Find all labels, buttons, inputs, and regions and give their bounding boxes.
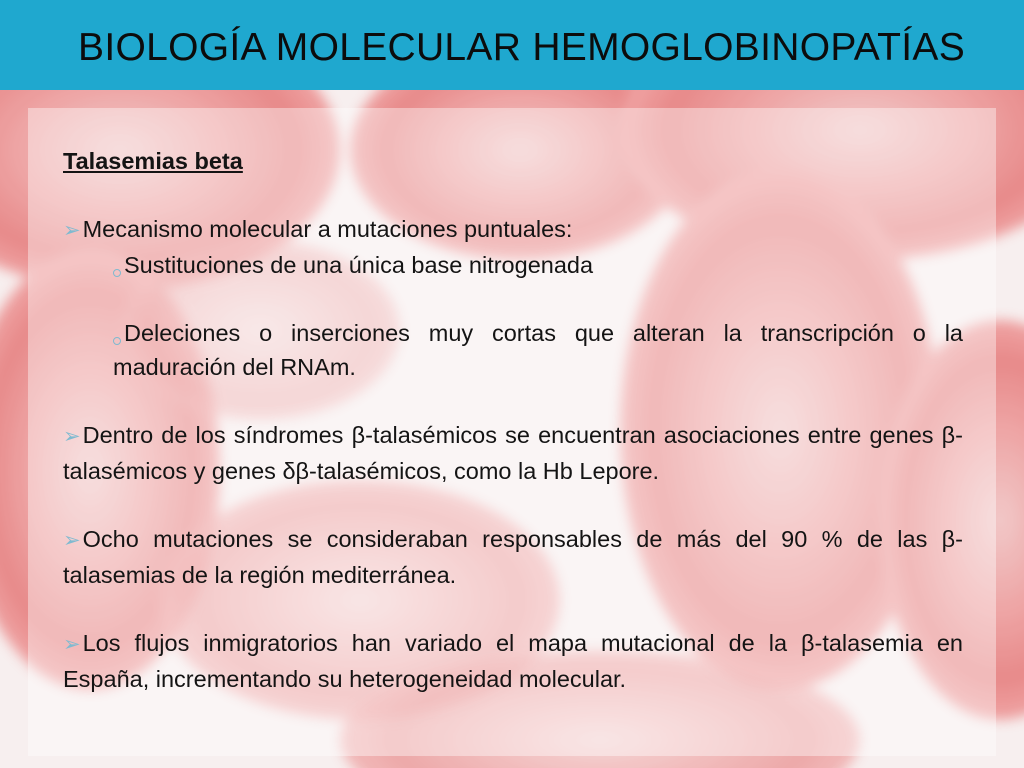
sub-bullet-text: Deleciones o inserciones muy cortas que alteran la transcripción o la maduración del RNAm. [113,320,963,380]
spacer [63,592,963,626]
arrow-right-icon: ➢ [63,529,81,552]
spacer [63,178,963,212]
spacer [63,384,963,418]
slide-content [63,144,963,696]
sub-bullet-item [113,316,963,384]
section-heading: Talasemias beta [63,148,243,174]
bullet-text: Los flujos inmigratorios han variado el mapa mutacional de la β-talasemia en España, incrementando su heterogeneidad molecular. [63,630,963,692]
bullet-item [63,418,963,488]
title-bar [0,0,1024,90]
bullet-text: Ocho mutaciones se consideraban responsables de más del 90 % de las β-talasemias de la región mediterránea. [63,526,963,588]
slide-title: BIOLOGÍA MOLECULAR HEMOGLOBINOPATÍAS [78,26,966,69]
circle-icon [113,337,121,345]
bullet-item [63,522,963,592]
arrow-right-icon: ➢ [63,425,81,448]
bullet-item [63,626,963,696]
circle-icon [113,269,121,277]
bullet-item [63,212,963,248]
spacer [63,488,963,522]
arrow-right-icon: ➢ [63,219,81,242]
sub-bullet-text: Sustituciones de una única base nitrogenada [124,252,594,278]
bullet-text: Dentro de los síndromes β-talasémicos se encuentran asociaciones entre genes β-talasémicos y genes δβ-talasémicos, como la Hb Lepore. [63,422,963,484]
arrow-right-icon: ➢ [63,633,81,656]
bullet-text: Mecanismo molecular a mutaciones puntuales: [82,216,573,242]
sub-bullet-item [113,248,963,282]
spacer [63,282,963,316]
